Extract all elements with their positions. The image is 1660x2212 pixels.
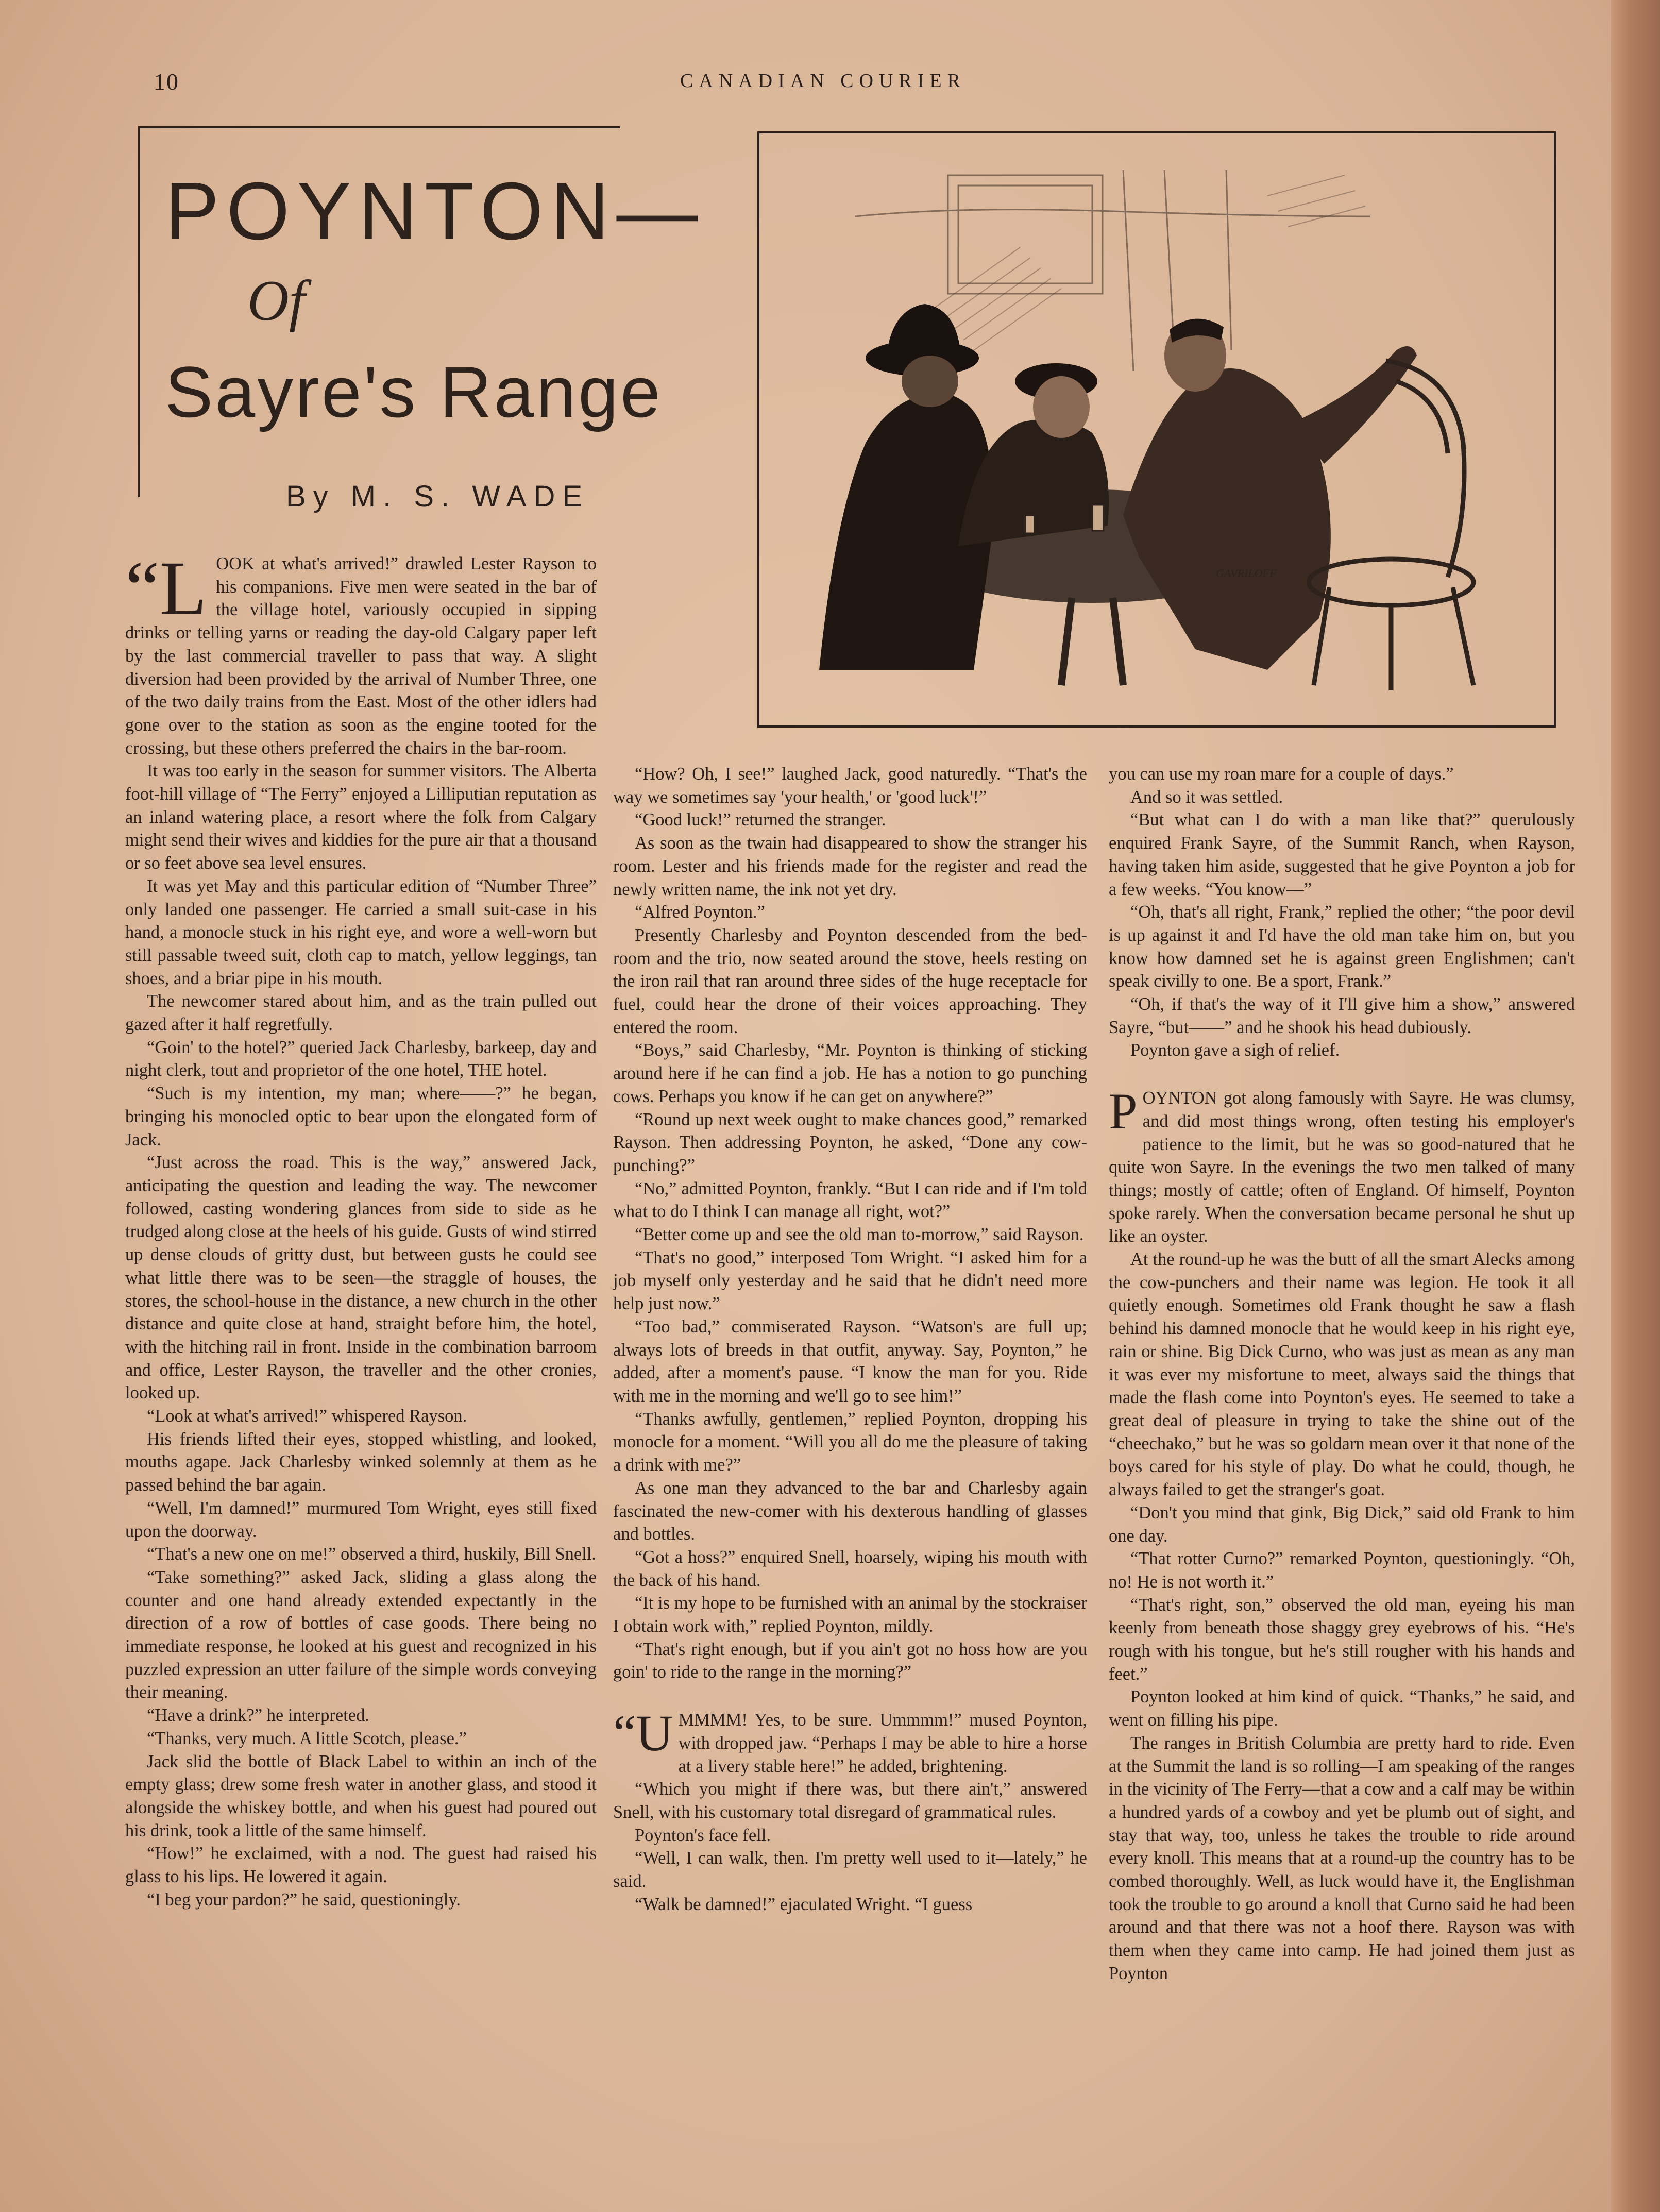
paragraph: “Got a hoss?” enquired Snell, hoarsely, wiping his mouth with the back of his hand. — [613, 1547, 1087, 1590]
text-column-2 — [613, 763, 1087, 1916]
svg-text:GAVRILOFF: GAVRILOFF — [1216, 567, 1277, 580]
paragraph: “Alfred Poynton.” — [635, 902, 765, 922]
paragraph: Poynton's face fell. — [635, 1825, 771, 1845]
paragraph: “Take something?” asked Jack, sliding a glass along the counter and one hand already extended expectantly in the direction of a row of bottles of case goods. There being no immediate response, he looked at his guest and recognized in his puzzled expression an utter failure of the simple words conveying their meaning. — [125, 1567, 597, 1702]
paragraph: “Well, I'm damned!” murmured Tom Wright, eyes still fixed upon the doorway. — [125, 1498, 597, 1541]
paragraph: “Oh, that's all right, Frank,” replied the other; “the poor devil is up against it and I'd have the old man take him on, but you know how damned set he is against green Englishmen; can't speak civilly to one. Be a sport, Frank.” — [1109, 902, 1575, 991]
paragraph: Poynton looked at him kind of quick. “Thanks,” he said, and went on filling his pipe. — [1109, 1687, 1575, 1730]
saloon-men-at-table-illustration — [804, 155, 1535, 696]
drop-cap: “U — [613, 1704, 673, 1762]
paragraph: “Thanks, very much. A little Scotch, please.” — [147, 1728, 467, 1748]
paragraph: Presently Charlesby and Poynton descended from the bed-room and the trio, now seated around the stove, heels resting on the iron rail that ran around three sides of the huge receptacle for fuel, could hear the drone of their voices approaching. They entered the room. — [613, 925, 1087, 1037]
paragraph: As soon as the twain had disappeared to show the stranger his room. Lester and his friends made for the register and read the newly written name, the ink not yet dry. — [613, 833, 1087, 899]
paragraph: “But what can I do with a man like that?” querulously enquired Frank Sayre, of the Summit Ranch, when Rayson, having taken him aside, suggested that he give Poynton a job for a few weeks. “You know—” — [1109, 810, 1575, 899]
paragraph: “Boys,” said Charlesby, “Mr. Poynton is thinking of sticking around here if he can find a job. He has a notion to go punching cows. Perhaps you know if he can get on anywhere?” — [613, 1040, 1087, 1106]
paragraph — [125, 546, 597, 759]
paragraph: you can use my roan mare for a couple of days.” — [1109, 764, 1454, 784]
title-frame-left-rule — [138, 126, 140, 497]
paragraph: “Don't you mind that gink, Big Dick,” said old Frank to him one day. — [1109, 1502, 1575, 1546]
paragraph: It was too early in the season for summer visitors. The Alberta foot-hill village of “The Ferry” enjoyed a Lilliputian reputation as an inland watering place, a resort where the folk from Calgary might send their wives and kiddies for the pure air that a thousand or so feet above sea level ensures. — [125, 761, 597, 873]
title-frame-top-rule — [138, 126, 620, 128]
paragraph: The newcomer stared about him, and as the train pulled out gazed after it half regretfully. — [125, 991, 597, 1035]
story-title-line1: POYNTON— — [165, 166, 705, 257]
paragraph: “That's no good,” interposed Tom Wright. “I asked him for a job myself only yesterday and he said that he didn't need more help just now.” — [613, 1247, 1087, 1314]
paragraph: “Look at what's arrived!” whispered Rayson. — [147, 1406, 467, 1426]
paragraph: “Just across the road. This is the way,” answered Jack, anticipating the question and leading the way. The newcomer followed, casting wondering glances from side to side as he trudged along close at the heels of his guide. Gusts of wind stirred up dense clouds of gritty dust, but between gusts he could see what little there was to be seen—the straggle of houses, the stores, the school-house in the distance, a new church in the other distance and quite close at hand, straight before him, the hotel, with the hitching rail in front. Inside in the combination barroom and office, Lester Rayson, the traveller and the other cronies, looked up. — [125, 1153, 597, 1403]
paragraph — [1109, 1083, 1575, 1248]
paragraph: And so it was settled. — [1130, 787, 1283, 807]
paragraph: “It is my hope to be furnished with an animal by the stockraiser I obtain work with,” replied Poynton, mildly. — [613, 1593, 1087, 1636]
text-column-3 — [1109, 763, 1575, 1985]
paragraph: “Have a drink?” he interpreted. — [147, 1706, 369, 1726]
paragraph: “Which you might if there was, but there ain't,” answered Snell, with his customary total disregard of grammatical rules. — [613, 1779, 1087, 1822]
paragraph: “That's a new one on me!” observed a third, huskily, Bill Snell. — [147, 1544, 597, 1564]
page-number: 10 — [154, 69, 179, 95]
running-head: CANADIAN COURIER — [680, 70, 966, 92]
paragraph: “That's right enough, but if you ain't got no hoss how are you goin' to ride to the range in the morning?” — [613, 1639, 1087, 1682]
story-title-line2: Of — [247, 269, 305, 333]
paragraph: “That's right, son,” observed the old man, eyeing his man keenly from beneath those shaggy grey eyebrows of his. “He's rough with his tongue, but he's still rougher with his hands and feet.” — [1109, 1595, 1575, 1684]
paragraph: “No,” admitted Poynton, frankly. “But I can ride and if I'm told what to do I think I can manage all right, wot?” — [613, 1178, 1087, 1222]
paragraph-text: MMMM! Yes, to be sure. Ummmm!” mused Poynton, with dropped jaw. “Perhaps I may be able to hire a horse at a livery stable here!” he added, brightening. — [678, 1710, 1087, 1776]
paragraph-text: OOK at what's arrived!” drawled Lester Rayson to his companions. Five men were seated in the bar of the village hotel, variously occupied in sipping drinks or telling yarns or reading the day-old Calgary paper left by the last commercial traveller to pass that way. A slight diversion had been provided by the arrival of Number Three, one of the two daily trains from the East. Most of the other idlers had gone over to the station as soon as the engine tooted for the crossing, but these others preferred the chairs in the bar-room. — [125, 554, 597, 758]
paragraph: “Too bad,” commiserated Rayson. “Watson's are full up; always lots of breeds in that outfit, anyway. Say, Poynton,” he added, after a moment's pause. “I know the man for you. Ride with me in the morning and we'll go to see him!” — [613, 1316, 1087, 1406]
paragraph: Poynton gave a sigh of relief. — [1130, 1040, 1340, 1060]
paragraph: At the round-up he was the butt of all the smart Alecks among the cow-punchers and their name was legion. He took it all quietly enough. Sometimes old Frank thought he saw a flash behind his damned monocle that he would keep in his right eye, rain or shine. Big Dick Curno, who was just as mean as any man it was ever my misfortune to meet, always said the things that made the flash come into Poynton's eyes. He seemed to take a great deal of pleasure in trying to take the shine out of the “cheechako,” but he was so goldarn mean over it that none of the boys cared for his style of play. Do what he could, though, he always failed to get the stranger's goat. — [1109, 1249, 1575, 1500]
paragraph: As one man they advanced to the bar and Charlesby again fascinated the new-comer with his dexterous handling of glasses and bottles. — [613, 1478, 1087, 1544]
paragraph: “That rotter Curno?” remarked Poynton, questioningly. “Oh, no! He is not worth it.” — [1109, 1549, 1575, 1592]
book-spine-edge — [1611, 0, 1660, 2212]
paragraph: “Goin' to the hotel?” queried Jack Charlesby, barkeep, day and night clerk, tout and proprietor of the one hotel, THE hotel. — [125, 1037, 597, 1080]
paragraph-text: OYNTON got along famously with Sayre. He was clumsy, and did most things wrong, often testing his employer's patience to the limit, but he was so good-natured that he quite won Sayre. In the evenings the two men talked of many things; mostly of cattle; often of England. Of himself, Poynton spoke rarely. When the conversation became personal he shut up like an oyster. — [1109, 1088, 1575, 1246]
paragraph: The ranges in British Columbia are pretty hard to ride. Even at the Summit the land is so rolling—I am speaking of the ranges in the vicinity of The Ferry—that a cow and a calf may be within a hundred yards of a cowboy and yet be plumb out of sight, and stay that way, too, unless he takes the trouble to ride around every knoll. This means that at a round-up the country has to be combed thoroughly. Well, as luck would have it, the Englishman took the trouble to go around a knoll that Curno said he had been around and that there was not a hoof there. Rayson was with them when they came into camp. He had joined them just as Poynton — [1109, 1733, 1575, 1983]
section-break — [613, 1684, 1087, 1709]
paragraph: “Better come up and see the old man to-morrow,” said Rayson. — [635, 1225, 1084, 1245]
story-title-line3: Sayre's Range — [165, 351, 663, 432]
drop-cap: P — [1109, 1083, 1138, 1140]
paragraph: “How!” he exclaimed, with a nod. The guest had raised his glass to his lips. He lowered it again. — [125, 1844, 597, 1887]
paragraph: “Such is my intention, my man; where——?” he began, bringing his monocled optic to bear upon the elongated form of Jack. — [125, 1084, 597, 1150]
paragraph: “Thanks awfully, gentlemen,” replied Poynton, dropping his monocle for a moment. “Will you all do me the pleasure of taking a drink with me?” — [613, 1409, 1087, 1475]
byline: By M. S. WADE — [286, 480, 590, 513]
paragraph: “Well, I can walk, then. I'm pretty well used to it—lately,” he said. — [613, 1848, 1087, 1892]
paragraph — [613, 1704, 1087, 1778]
paragraph: His friends lifted their eyes, stopped whistling, and looked, mouths agape. Jack Charlesby winked solemnly at them as he passed behind the bar again. — [125, 1429, 597, 1495]
paragraph: “Good luck!” returned the stranger. — [635, 810, 886, 830]
paragraph: “Walk be damned!” ejaculated Wright. “I guess — [635, 1894, 973, 1914]
section-break — [1109, 1062, 1575, 1087]
text-column-1 — [125, 546, 597, 1911]
paragraph: “I beg your pardon?” he said, questioningly. — [147, 1889, 461, 1910]
paragraph: “How? Oh, I see!” laughed Jack, good naturedly. “That's the way we sometimes say 'your health,' or 'good luck'!” — [613, 764, 1087, 807]
drop-cap: “L — [125, 546, 207, 631]
paragraph: “Oh, if that's the way of it I'll give him a show,” answered Sayre, “but——” and he shook his head dubiously. — [1109, 994, 1575, 1037]
paragraph: It was yet May and this particular edition of “Number Three” only landed one passenger. He carried a small suit-case in his hand, a monocle stuck in his right eye, and wore a well-worn but still passable tweed suit, cloth cap to match, yellow leggings, tan shoes, and a briar pipe in his mouth. — [125, 876, 597, 988]
paragraph: “Round up next week ought to make chances good,” remarked Rayson. Then addressing Poynton, he asked, “Done any cow-punching?” — [613, 1109, 1087, 1175]
paragraph: Jack slid the bottle of Black Label to within an inch of the empty glass; drew some fresh water in another glass, and stood it alongside the whiskey bottle, and when his guest had poured out his drink, took a little of the same himself. — [125, 1751, 597, 1840]
